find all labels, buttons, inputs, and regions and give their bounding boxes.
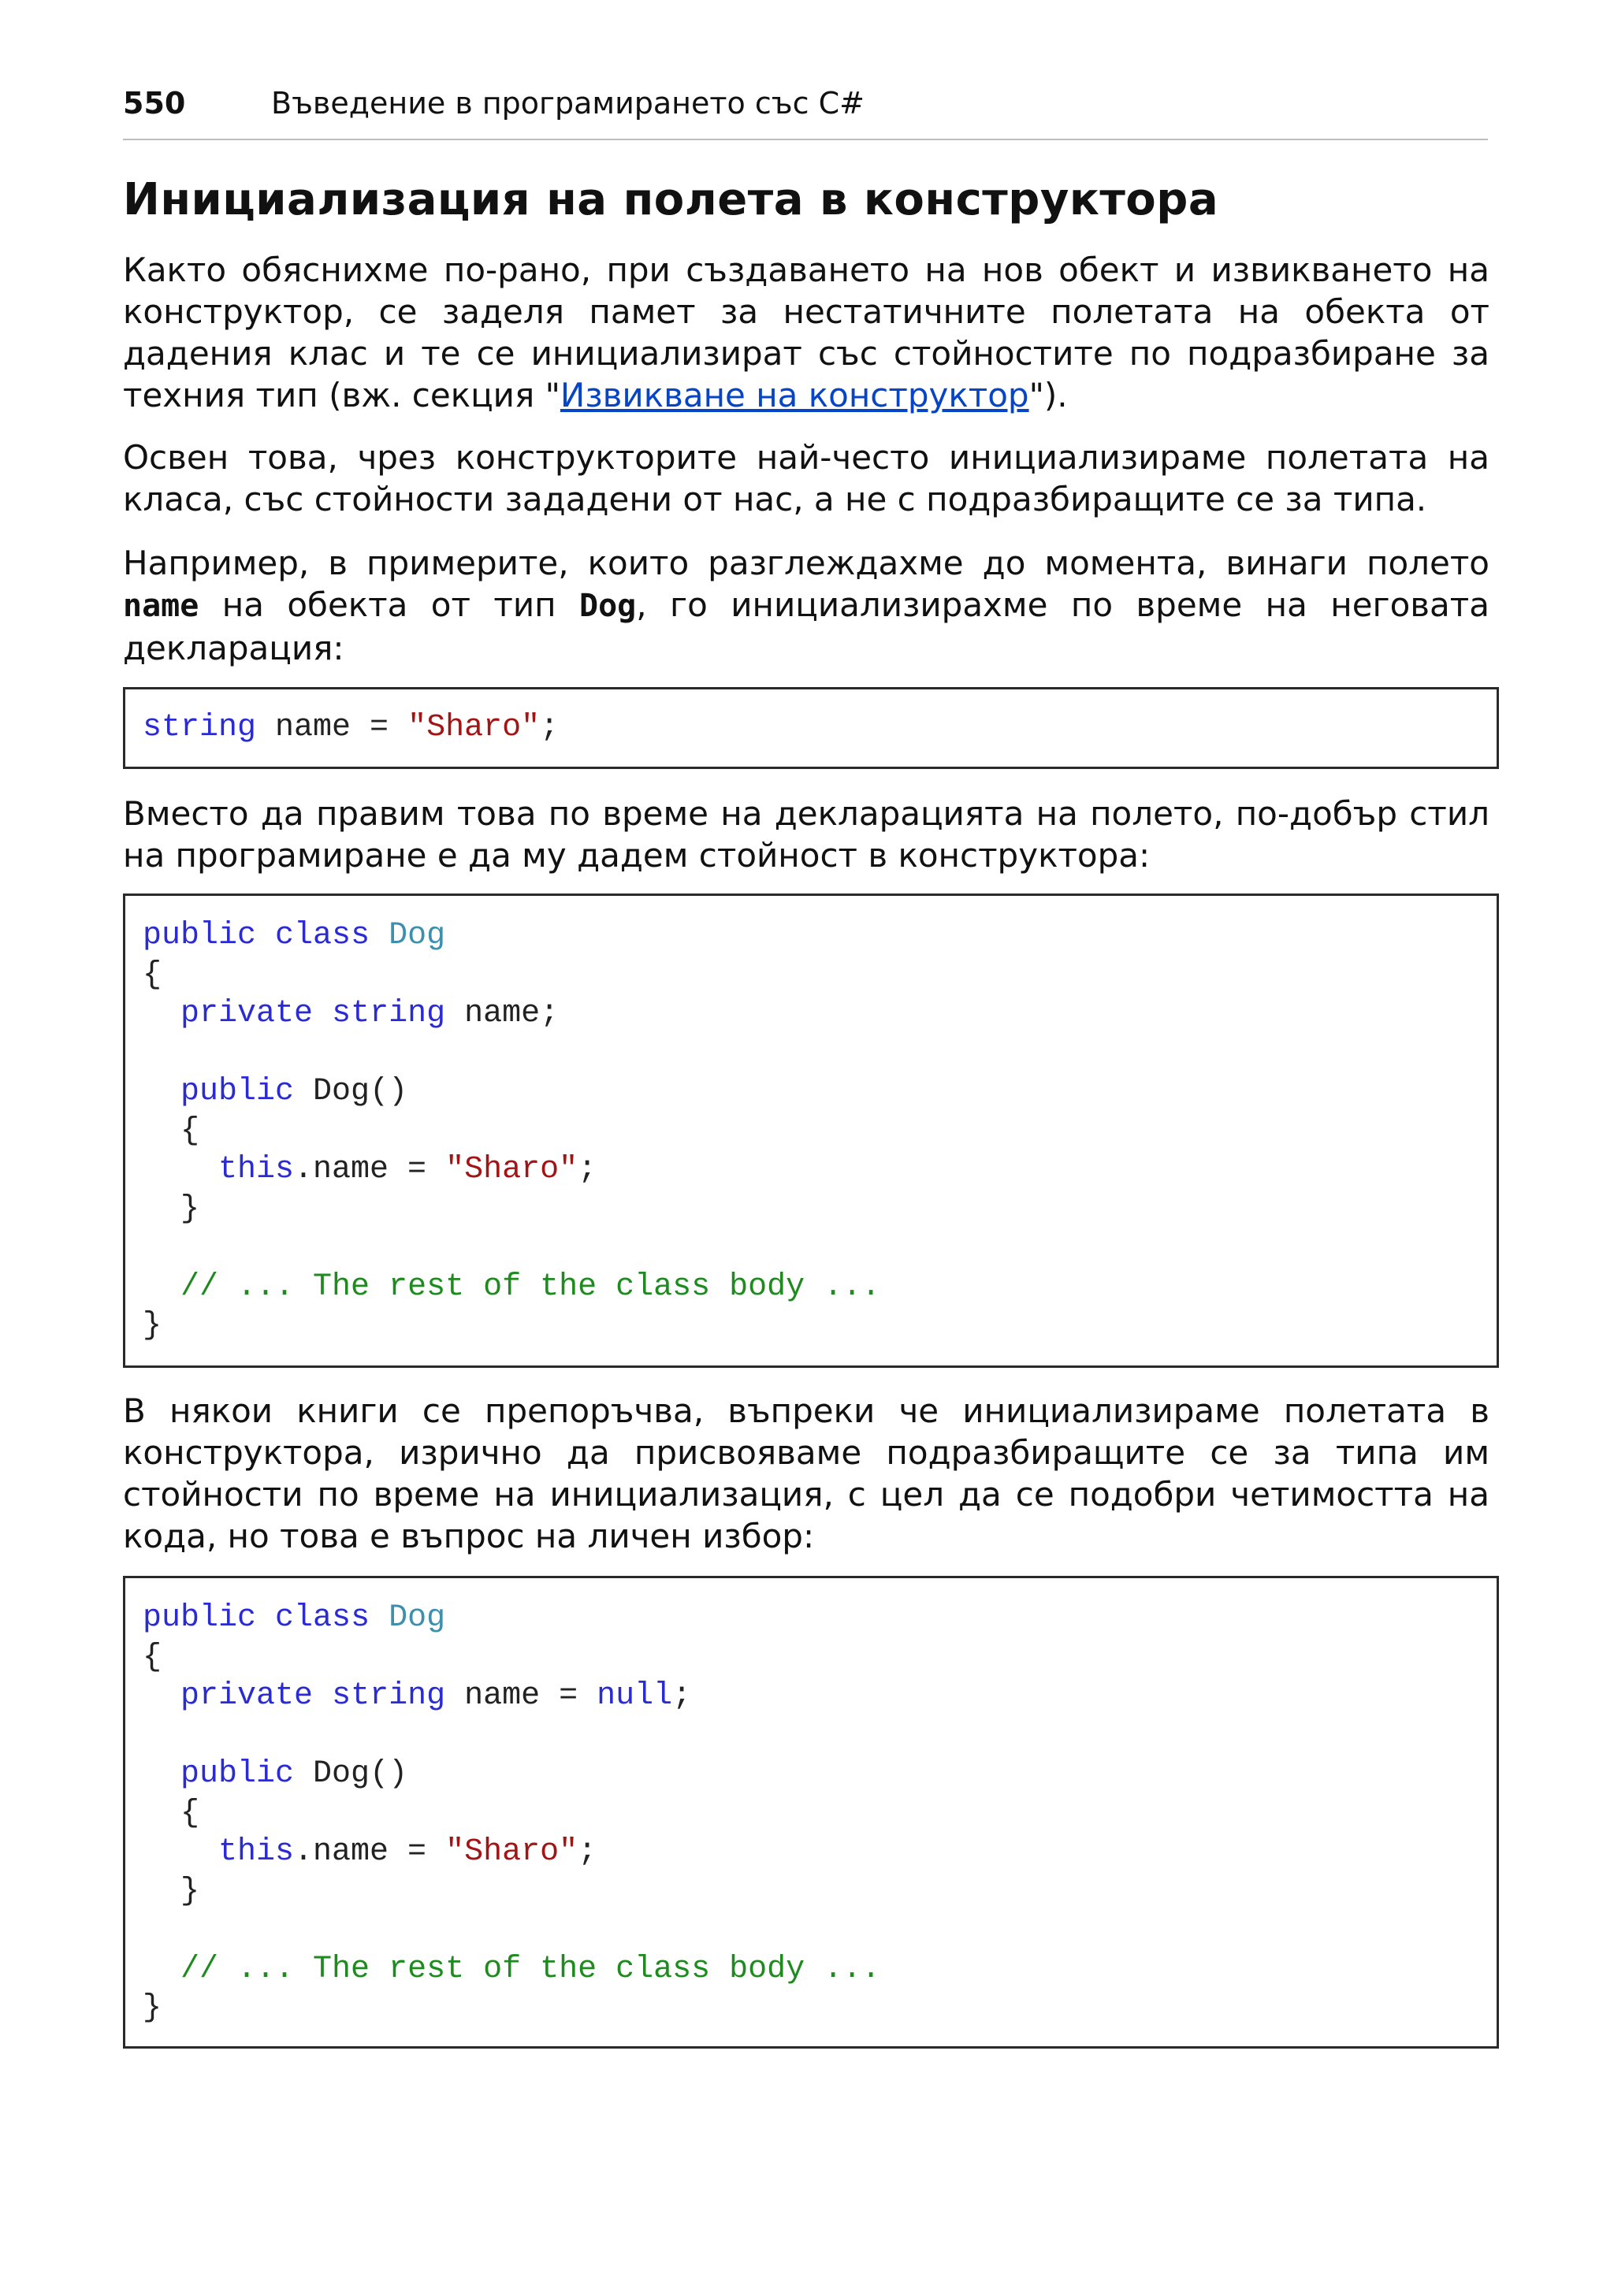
paragraph-3-text-1: Например, в примерите, които разглеждахме до момента, винаги полето (123, 544, 1489, 582)
code-keyword: public (180, 1756, 295, 1792)
paragraph-1-text-before: Както обяснихме по-рано, при създаването на нов обект и извикването на конструктор, се заделя памет за нестатичните полетата на обекта от дадения клас и те се инициализират със стойностите по подразбиране за техния тип (вж. секция " (123, 251, 1489, 414)
code-text: Dog() (294, 1756, 408, 1792)
code-keyword: null (597, 1678, 673, 1714)
code-text: .name = (294, 1834, 446, 1870)
inline-code-dog: Dog (579, 588, 637, 624)
code-keyword: public (180, 1074, 295, 1109)
code-block-1 (123, 687, 1499, 769)
code-keyword: this (218, 1834, 295, 1870)
code-type: Dog (389, 1600, 446, 1636)
code-keyword: string (332, 996, 446, 1031)
code-3 (143, 1599, 880, 2028)
code-text: ; (672, 1678, 692, 1714)
code-block-2 (123, 894, 1499, 1368)
code-keyword: class (275, 918, 370, 953)
code-type: Dog (389, 918, 446, 953)
code-string: "Sharo" (445, 1152, 578, 1187)
section-link[interactable]: Извикване на конструктор (560, 376, 1029, 414)
code-keyword: this (218, 1152, 295, 1187)
paragraph-3-text-2: на обекта от тип (199, 585, 580, 624)
code-brace: } (143, 1308, 162, 1343)
code-string: "Sharo" (407, 710, 541, 745)
code-brace: { (143, 957, 162, 993)
code-brace: { (143, 1639, 162, 1675)
code-brace: } (143, 1990, 162, 2026)
code-keyword: private (180, 1678, 314, 1714)
code-text: ; (578, 1834, 597, 1870)
code-keyword: public (143, 918, 257, 953)
code-keyword: public (143, 1600, 257, 1636)
code-2 (143, 916, 880, 1346)
code-keyword: string (143, 710, 257, 745)
paragraph-5: В някои книги се препоръчва, въпреки че инициализираме полетата в конструктора, изрично да присвояваме подразбиращите се за типа им стойности по време на инициализация, с цел да се подобри четимостта на кода, но това е въпрос на личен избор: (123, 1391, 1489, 1555)
code-block-3 (123, 1576, 1499, 2049)
page-header (123, 82, 1488, 140)
code-string: "Sharo" (445, 1834, 578, 1870)
code-brace: { (180, 1113, 200, 1149)
code-text: Dog() (294, 1074, 408, 1109)
paragraph-2: Освен това, чрез конструкторите най-често инициализираме полетата на класа, със стойности зададени от нас, а не с подразбиращите се за типа. (123, 438, 1489, 518)
code-brace: { (180, 1795, 200, 1831)
code-brace: } (180, 1873, 200, 1909)
code-text: name; (445, 996, 560, 1031)
code-brace: } (180, 1191, 200, 1227)
code-text: name = (445, 1678, 597, 1714)
code-comment: // ... The rest of the class body ... (180, 1951, 881, 1987)
code-comment: // ... The rest of the class body ... (180, 1269, 881, 1305)
paragraph-1-text-after: "). (1028, 376, 1068, 414)
code-keyword: class (275, 1600, 370, 1636)
code-text: ; (578, 1152, 597, 1187)
code-keyword: private (180, 996, 314, 1031)
paragraph-4: Вместо да правим това по време на декларацията на полето, по-добър стил на програмиране е да му дадем стойност в конструктора: (123, 794, 1489, 875)
page-number: 550 (123, 86, 186, 121)
paragraph-1 (123, 249, 1489, 416)
inline-code-name: name (123, 588, 199, 624)
book-title: Въведение в програмирането със C# (271, 86, 865, 121)
code-text: name = (256, 710, 408, 745)
code-text: ; (540, 710, 560, 745)
paragraph-3 (123, 542, 1489, 669)
code-1 (143, 708, 559, 748)
section-heading: Инициализация на полета в конструктора (123, 174, 1219, 225)
code-text: .name = (294, 1152, 446, 1187)
code-keyword: string (332, 1678, 446, 1714)
paragraph-3-text-3: , го инициализирахме по време на неговата декларация: (123, 585, 1489, 667)
